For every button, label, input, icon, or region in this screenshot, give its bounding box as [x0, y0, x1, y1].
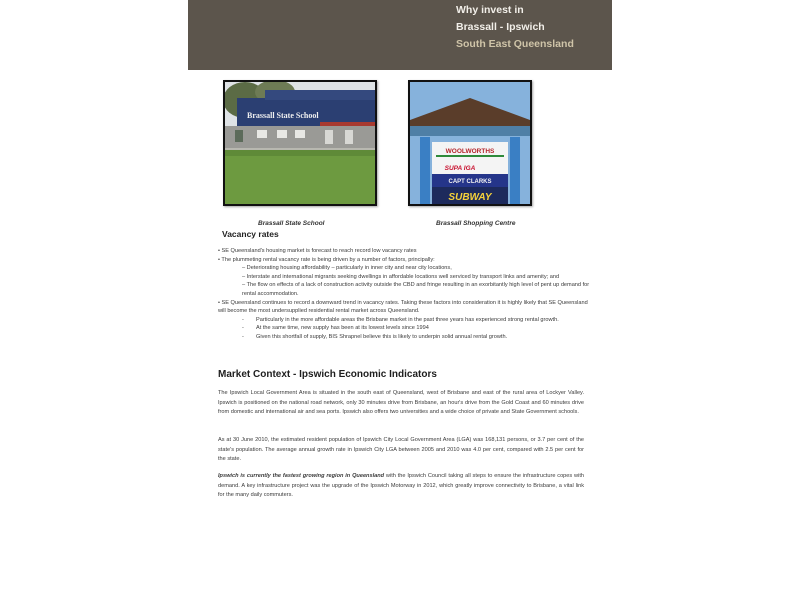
school-photo — [223, 80, 377, 206]
paragraph-growth: Ipswich is currently the fastest growing region in Queensland with the Ipswich Council taking all steps to ensure the infrastructure copes with demand. A key infrastructure project was the upgrade of the Ipswich Motorway in 2012, which greatly improve connectivity to Brisbane, a vital link for the many daily commuters. — [218, 473, 584, 499]
svg-text:SUBWAY: SUBWAY — [448, 192, 492, 203]
bullet-3: • SE Queensland continues to record a downward trend in vacancy rates. Taking these factors into consideration it is highly likely that SE Queensland will become the most undersupplied residential rental market across Queensland. — [218, 299, 588, 315]
bullet-2: • The plummeting rental vacancy rate is being driven by a number of factors, principally: — [218, 256, 435, 263]
svg-text:Brassall State School: Brassall State School — [247, 111, 319, 120]
paragraph-population: As at 30 June 2010, the estimated resident population of Ipswich City Local Government Area (LGA) was 168,131 persons, or 3.7 per cent of the state's population. The average annual growth rate in Ipswich City LGA between 2005 and 2010 was 4.0 per cent, compared with 2.5 per cent for the state. — [218, 437, 584, 463]
bullet-1: • SE Queensland's housing market is forecast to reach record low vacancy rates — [218, 248, 417, 254]
heading-vacancy-rates: Vacancy rates — [222, 229, 279, 239]
caption-school: Brassall State School — [258, 220, 325, 227]
sub-item-3: – The flow on effects of a lack of construction activity outside the CBD and fringe resulting in an exorbitantly high level of pent up demand for rental accommodation. — [242, 282, 590, 297]
sub-item-1: – Deteriorating housing affordability – particularly in inner city and near city locations, — [242, 265, 452, 272]
caption-shopping-centre: Brassall Shopping Centre — [436, 220, 516, 227]
header-banner — [188, 0, 612, 70]
sub-item-2: – Interstate and international migrants seeking dwellings in affordable locations well serviced by transport links and amenity; and — [242, 273, 560, 280]
header-line-2: Brassall - Ipswich — [456, 21, 545, 33]
shopping-sign-image — [410, 82, 530, 204]
svg-text:WOOLWORTHS: WOOLWORTHS — [445, 148, 495, 155]
paragraph-location: The Ipswich Local Government Area is situated in the south east of Queensland, west of Brisbane and east of the rural area of Lockyer Valley. Ipswich is positioned on the national road network, only 30 minutes drive from Brisbane, an hour's drive from the Gold Coast and 60 minutes drive from domestic and international air and sea ports. Ipswich also offers two universities and a wide choice of private and State Government schools. — [218, 390, 584, 416]
dash-item-3: - Given this shortfall of supply, BIS Shrapnel believe this is likely to underpin solid annual rental growth. — [242, 333, 508, 340]
dash-item-1: - Particularly in the more affordable areas the Brisbane market in the past three years has experienced strong rental growth. — [242, 316, 559, 323]
svg-text:CAPT CLARKS: CAPT CLARKS — [448, 179, 492, 185]
dash-item-2: - At the same time, new supply has been at its lowest levels since 1994 — [242, 325, 429, 332]
header-line-1: Why invest in — [456, 4, 524, 16]
heading-market-context: Market Context - Ipswich Economic Indicators — [218, 369, 437, 380]
shopping-centre-photo — [408, 80, 532, 206]
school-image — [225, 82, 375, 204]
svg-text:SUPA IGA: SUPA IGA — [444, 165, 476, 172]
growth-emphasis: Ipswich is currently the fastest growing region in Queensland — [218, 473, 385, 479]
vacancy-section — [218, 247, 590, 342]
header-line-3: South East Queensland — [456, 38, 574, 50]
